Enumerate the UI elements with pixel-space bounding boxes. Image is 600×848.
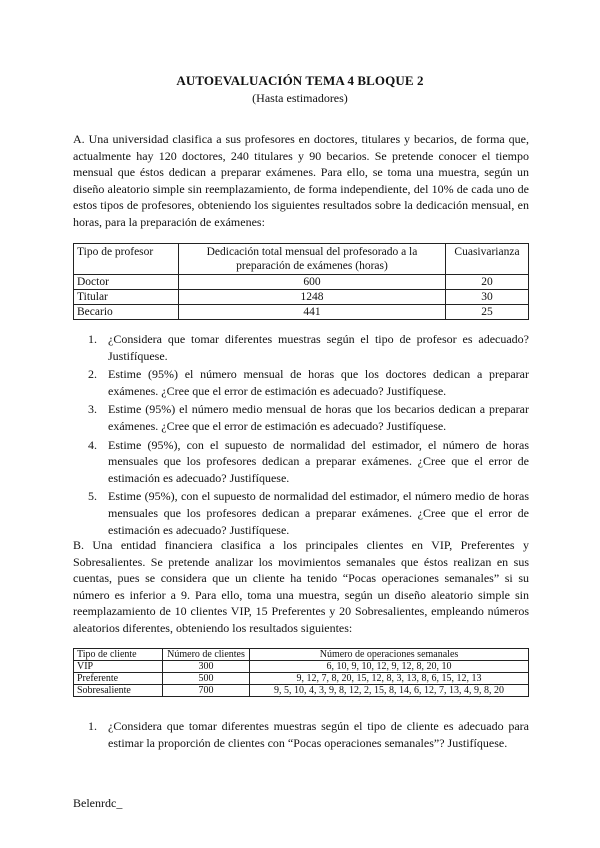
table-cell: 500: [163, 673, 250, 685]
header-cell: Cuasivarianza: [446, 244, 529, 275]
question-number: 3.: [88, 402, 97, 417]
table-cell: 700: [163, 685, 250, 697]
question-text: Estime (95%) el número mensual de horas que los doctores dedican a preparar exámenes. ¿Cree que el error de estimación es adecuado? Justifíquese.: [108, 367, 529, 398]
client-table: [73, 648, 529, 697]
list-item: [73, 718, 529, 751]
table-cell: 600: [179, 275, 446, 290]
list-item: [73, 331, 529, 364]
question-number: 1.: [88, 332, 97, 346]
section-b-paragraph: B. Una entidad financiera clasifica a los principales clientes en VIP, Preferentes y Sobresalientes. Se pretende analizar los movimientos semanales que éstos realizan en sus cuentas, pues se considera que un cliente ha tenido “Pocas operaciones semanales” si su número es inferior a 9. Para ello, toma una muestra, según un diseño aleatorio simple sin reemplazamiento de 10 clientes VIP, 15 Preferentes y 20 Sobresalientes, empleando números aleatorios diferentes, obteniendo los resultados siguientes:: [73, 538, 529, 635]
header-cell: Tipo de cliente: [74, 649, 163, 661]
table-cell: 1248: [179, 290, 446, 305]
list-item: [73, 366, 529, 399]
header-cell: Dedicación total mensual del profesorado a la preparación de exámenes (horas): [179, 244, 446, 275]
table-cell: Preferente: [74, 673, 163, 685]
question-number: 1.: [88, 719, 97, 733]
question-text: Estime (95%), con el supuesto de normalidad del estimador, el número de horas mensuales que los profesores dedican a preparar exámenes. ¿Cree que el error de estimación es adecuado? Justifíquese.: [108, 437, 529, 485]
question-text: ¿Considera que tomar diferentes muestras según el tipo de profesor es adecuado? Justifíquese.: [108, 332, 529, 363]
table-header-row: [74, 244, 529, 275]
table-row: [74, 290, 529, 305]
table-cell: 6, 10, 9, 10, 12, 9, 12, 8, 20, 10: [250, 661, 529, 673]
question-number: 5.: [88, 489, 97, 504]
question-text: ¿Considera que tomar diferentes muestras según el tipo de cliente es adecuado para estimar la proporción de clientes con “Pocas operaciones semanales”? Justifíquese.: [108, 719, 529, 750]
question-number: 4.: [88, 437, 97, 452]
question-number: 2.: [88, 367, 97, 382]
table-cell: Titular: [74, 290, 179, 305]
table-cell: VIP: [74, 661, 163, 673]
table-cell: 9, 12, 7, 8, 20, 15, 12, 8, 3, 13, 8, 6, 15, 12, 13: [250, 673, 529, 685]
table-cell: 25: [446, 305, 529, 320]
table-cell: Doctor: [74, 275, 179, 290]
table-row: [74, 275, 529, 290]
table-cell: 30: [446, 290, 529, 305]
list-item: [73, 437, 529, 487]
section-a-paragraph: A. Una universidad clasifica a sus profesores en doctores, titulares y becarios, de forma que, actualmente hay 120 doctores, 240 titulares y 90 becarios. Se pretende conocer el tiempo mensual que éstos dedican a preparar exámenes. Para ello, se toma una muestra, según un diseño aleatorio simple sin reemplazamiento, de forma independiente, del 10% de cada uno de estos tipos de profesores, obteniendo los siguientes resultados sobre la dedicación mensual, en horas, para la preparación de exámenes:: [73, 132, 529, 229]
header-cell: Número de operaciones semanales: [250, 649, 529, 661]
question-text: Estime (95%), con el supuesto de normalidad del estimador, el número medio de horas mensuales que los profesores dedican a preparar exámenes. ¿Cree que el error de estimación es adecuado? Justifíquese.: [108, 489, 529, 537]
table-cell: 300: [163, 661, 250, 673]
table-row: [74, 673, 529, 685]
question-text: Estime (95%) el número medio mensual de horas que los becarios dedican a preparar exámenes. ¿Cree que el error de estimación es adecuado? Justifíquese.: [108, 402, 529, 433]
table-cell: 20: [446, 275, 529, 290]
header-cell: Número de clientes: [163, 649, 250, 661]
list-item: [73, 401, 529, 434]
header-cell: Tipo de profesor: [74, 244, 179, 275]
table-cell: 441: [179, 305, 446, 320]
table-cell: Becario: [74, 305, 179, 320]
page-title: AUTOEVALUACIÓN TEMA 4 BLOQUE 2: [176, 73, 424, 88]
table-row: [74, 661, 529, 673]
table-header-row: [74, 649, 529, 661]
section-b-questions: [73, 718, 529, 753]
professor-table: [73, 243, 529, 320]
table-row: [74, 685, 529, 697]
table-cell: 9, 5, 10, 4, 3, 9, 8, 12, 2, 15, 8, 14, 6, 12, 7, 13, 4, 9, 8, 20: [250, 685, 529, 697]
author-footer: Belenrdc_: [73, 796, 123, 810]
section-a-questions: [73, 331, 529, 540]
table-cell: Sobresaliente: [74, 685, 163, 697]
table-row: [74, 305, 529, 320]
list-item: [73, 488, 529, 538]
page-subtitle: (Hasta estimadores): [252, 91, 348, 105]
